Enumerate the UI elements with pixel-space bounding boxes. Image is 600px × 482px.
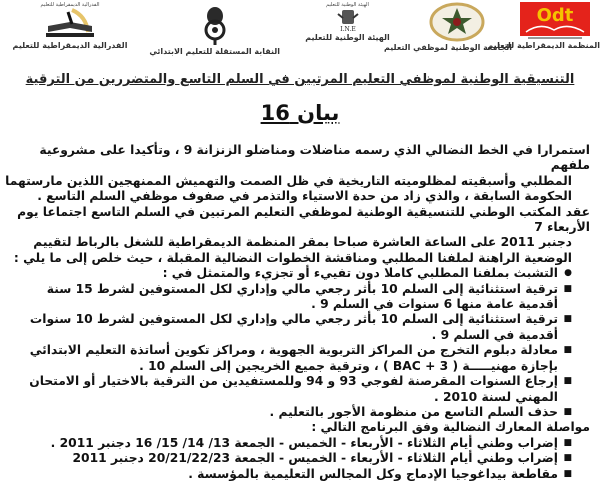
demands-list <box>5 282 590 421</box>
list-item <box>5 266 590 281</box>
square-bullet-icon: ■ <box>563 345 572 356</box>
list-item <box>5 451 590 466</box>
org-name: الهيئة الوطنية للتعليم <box>305 33 390 42</box>
square-bullet-icon: ■ <box>563 468 572 479</box>
star-emblem-logo-icon <box>427 2 487 42</box>
org-name: المنظمة الديمقراطية للتعليم <box>487 41 600 50</box>
list-item <box>5 312 590 343</box>
program-text: مقاطعة بيداغوجيا الإدماج وكل المجالس التعليمية بالمؤسسة . <box>188 466 558 481</box>
fde-top-text: الفدرالية الديمقراطية للتعليم <box>40 2 100 8</box>
svg-text:I.N.E: I.N.E <box>339 26 356 32</box>
square-bullet-icon: ■ <box>563 406 572 417</box>
ine-arc-text: الهيئة الوطنية للتعليم <box>326 2 369 8</box>
square-bullet-icon: ■ <box>563 453 572 464</box>
program-text: إضراب وطني أيام الثلاثاء - الأربعاء - الخميس - الجمعة 20/21/22/23 دجنبر 2011 <box>72 451 558 466</box>
demand-text: ترقية استثنائية إلى السلم 10 بأثر رجعي مالي وإداري لكل المستوفين لشرط 10 سنوات أقدمية في السلم 9 . <box>29 312 558 342</box>
intro-first-line: استمرارا في الخط النضالي الذي رسمه مناضلات ومناضلو الزنزانة 9 ، وتأكيدا على مشروعية ملفهم <box>39 143 590 173</box>
org-odt <box>487 2 600 50</box>
list-item <box>5 405 590 420</box>
org-name: الجامعة الوطنية لموظفي التعليم <box>384 43 512 52</box>
statement-body <box>5 143 590 482</box>
list-item <box>5 374 590 405</box>
round-bullet-icon: ● <box>564 268 572 279</box>
meeting-first-line: عقد المكتب الوطني للتنسيقية الوطنية لموظفي التعليم المرتبين في السلم التاسع اجتماعا يوم الأربعاء 7 <box>17 204 590 235</box>
demand-text: إرجاع السنوات المقرصنة لفوجي 93 و 94 وللمستفيدين من الترقية بالاختيار أو الامتحان المهني لسنة 2010 . <box>29 374 558 404</box>
demand-text: معادلة دبلوم التخرج من المراكز التربوية الجهوية ، ومراكز تكوين أساتذة التعليم الابتدائي بإجازة مهنيـــــة ( BAC + 3 ) ، وترقية جميع الخريجين إلى السلم 10 . <box>29 343 558 373</box>
demand-text: حذف السلم التاسع من منظومة الأجور بالتعليم . <box>269 404 558 419</box>
meeting-paragraph <box>5 205 590 267</box>
program-intro: مواصلة المعارك النضالية وفق البرنامج التالي : <box>311 420 590 435</box>
svg-text:Odt: Odt <box>536 5 574 26</box>
meeting-continuation: دجنبر 2011 على الساعة العاشرة صباحا بمقر المنظمة الديمقراطية للشغل بالرباط لتقييم الوضعية الراهنة لملفنا المطلبي ومناقشة الخطوات النضالية المقبلة ، حيث خلص إلى ما يلي : <box>13 235 572 265</box>
org-name: النقابة المستقلة للتعليم الابتدائي <box>149 47 280 56</box>
org-sni <box>150 2 280 56</box>
book-quill-logo-icon <box>42 8 98 40</box>
program-list <box>5 436 590 482</box>
statement-title: بيان 16 <box>260 101 340 125</box>
square-bullet-icon: ■ <box>563 376 572 387</box>
org-name: الفدرالية الديمقراطية للتعليم <box>12 41 128 50</box>
demands-intro-list <box>5 266 590 281</box>
organizations-header <box>0 0 600 62</box>
intro-continuation: المطلبي وأسبقيته لمظلوميته التاريخية في ظل الصمت والتهميش الممنهجين اللذين مارستهما الحكومة السابقة ، والذي زاد من حدة الاستياء والتذمر في صفوف موظفي السلم التاسع . <box>5 173 572 204</box>
org-ine <box>300 2 395 42</box>
sni-emblem-logo-icon <box>198 2 232 46</box>
odt-logo-icon <box>520 2 590 40</box>
org-fnfe <box>384 2 512 52</box>
list-item <box>5 467 590 482</box>
square-bullet-icon: ■ <box>563 437 572 448</box>
list-item <box>5 436 590 451</box>
square-bullet-icon: ■ <box>563 283 572 294</box>
intro-paragraph <box>5 143 590 205</box>
list-item <box>5 343 590 374</box>
org-fde <box>0 2 140 50</box>
demands-intro: التشبث بملفنا المطلبي كاملا دون تفييء أو تجزيء والمتمثل في : <box>162 266 558 281</box>
list-item <box>5 282 590 313</box>
program-text: إضراب وطني أيام الثلاثاء - الأربعاء - الخميس - الجمعة 13/ 14/ 15/ 16 دجنبر 2011 . <box>50 435 558 450</box>
square-bullet-icon: ■ <box>563 314 572 325</box>
ine-logo-icon <box>333 8 363 32</box>
coordination-title: التنسيقية الوطنية لموظفي التعليم المرتبين في السلم التاسع والمتضررين من الترقية <box>25 72 575 87</box>
demand-text: ترقية استثنائية إلى السلم 10 بأثر رجعي مالي وإداري لكل المستوفين لشرط 15 سنة أقدمية عامة منها 6 سنوات في السلم 9 . <box>46 281 558 312</box>
